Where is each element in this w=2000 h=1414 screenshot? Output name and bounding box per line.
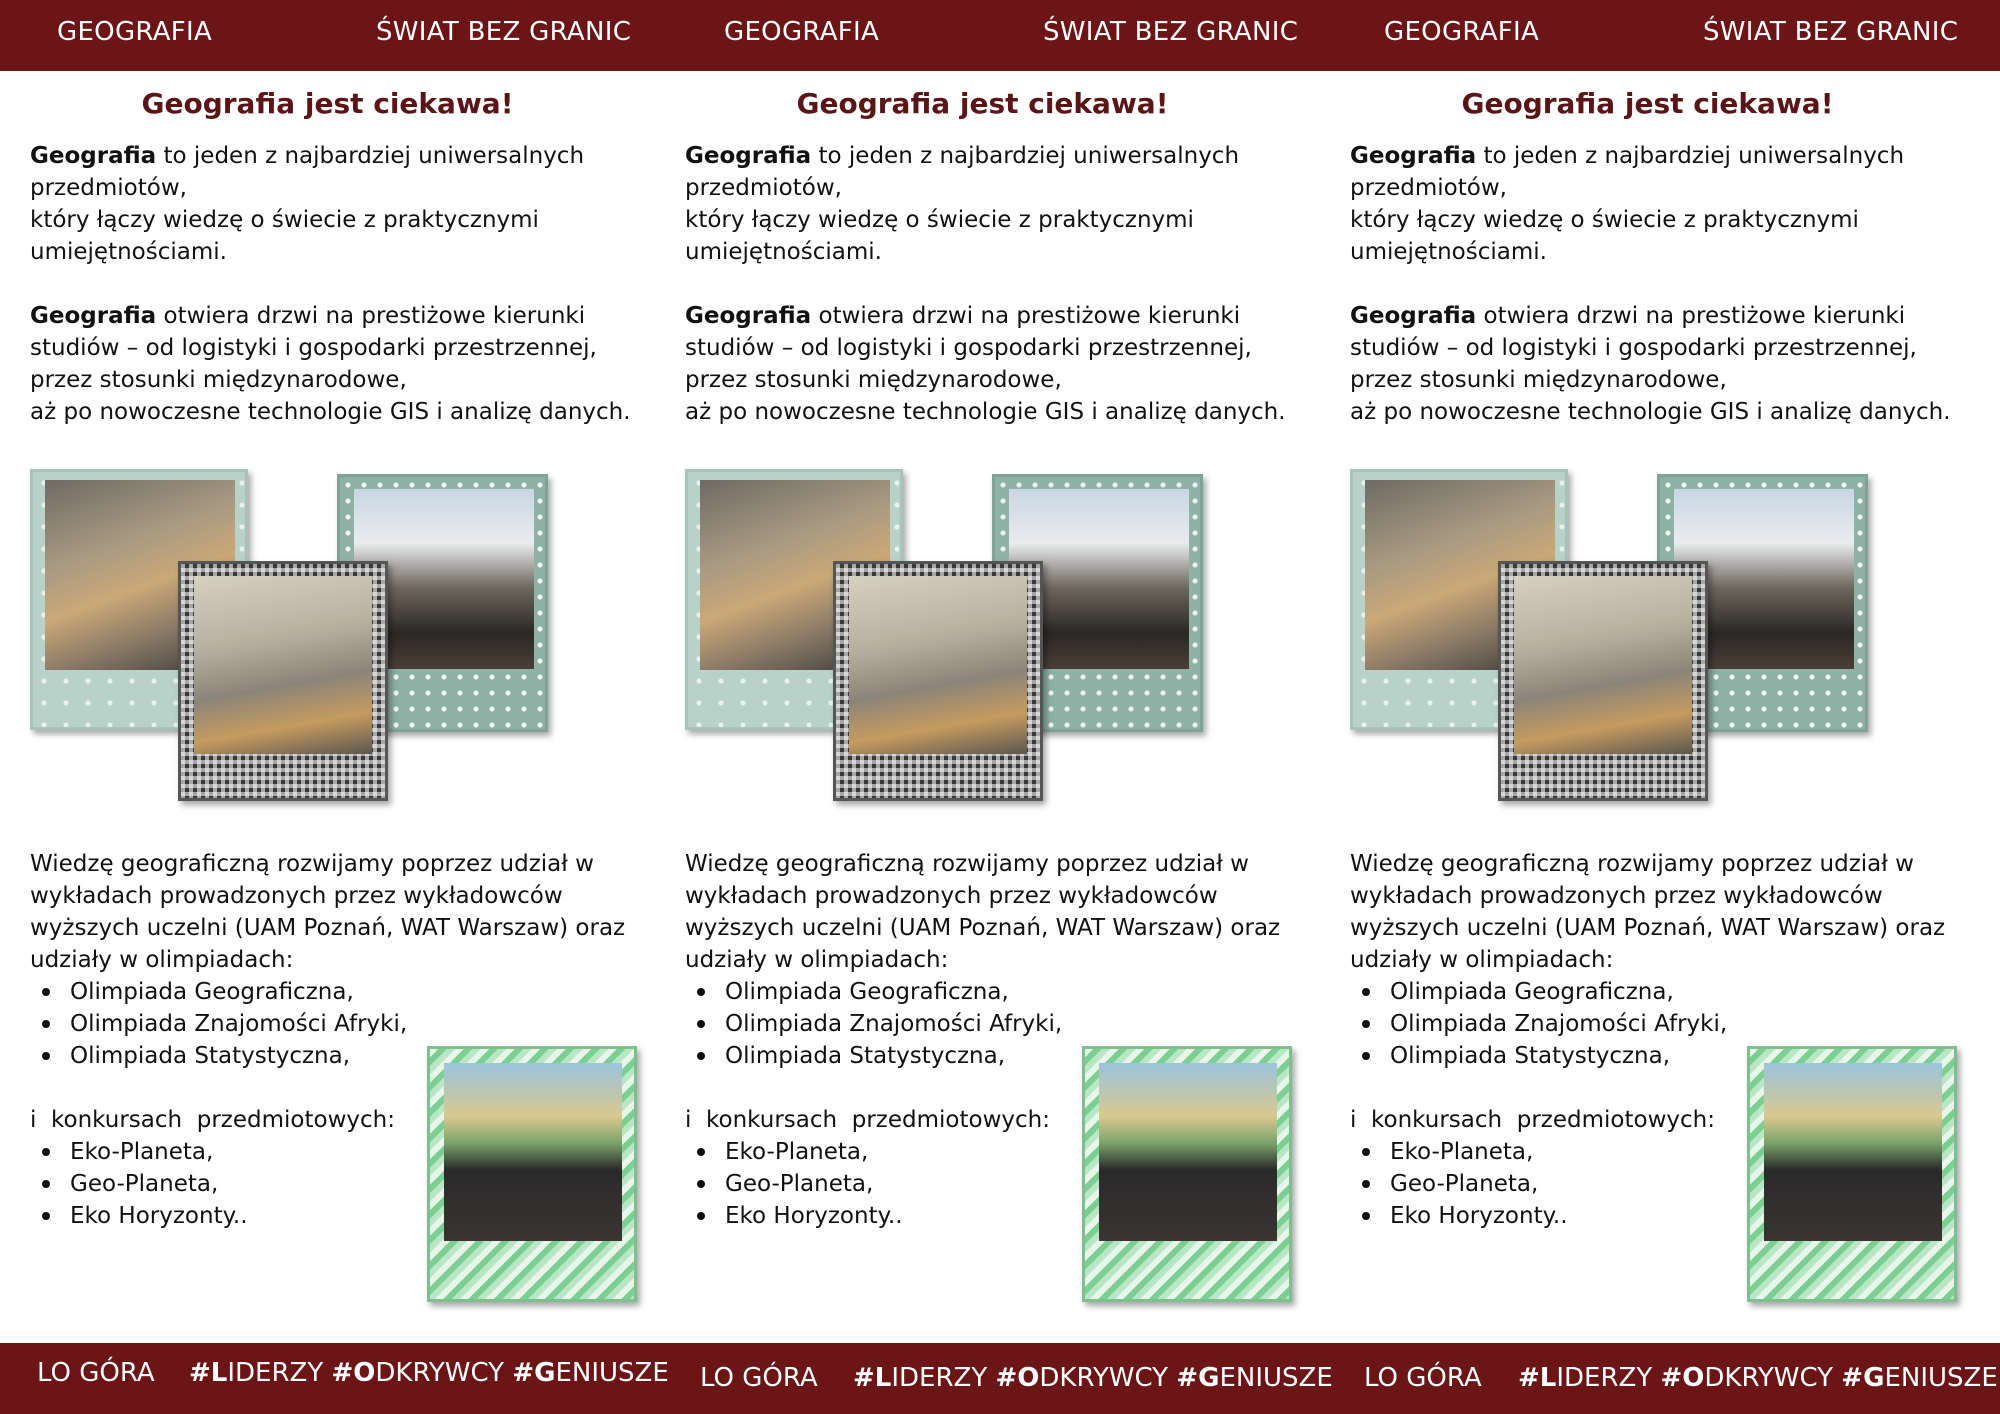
intro-paragraph	[30, 140, 660, 268]
bold-geografia: Geografia	[685, 143, 812, 169]
activities-paragraph: Wiedzę geograficzną rozwijamy poprzez udział w wykładach prowadzonych przez wykładowców wyższych uczelni (UAM Poznań, WAT Warszaw) oraz udziały w olimpiadach:	[685, 851, 1281, 973]
list-item: Eko Horyzonty..	[725, 1200, 903, 1232]
panel-title: Geografia jest ciekawa!	[796, 87, 1169, 120]
footer-hashtags-3: #LIDERZY #ODKRYWCY #GENIUSZE	[1518, 1363, 1998, 1393]
list-item: Olimpiada Geograficzna,	[1390, 976, 1727, 1008]
photo-teacher-classroom	[833, 561, 1043, 801]
activities-paragraph: Wiedzę geograficzną rozwijamy poprzez udział w wykładach prowadzonych przez wykładowców wyższych uczelni (UAM Poznań, WAT Warszaw) oraz udziały w olimpiadach:	[1350, 851, 1946, 973]
footer-school-1: LO GÓRA	[37, 1358, 155, 1388]
list-item: Geo-Planeta,	[1390, 1168, 1568, 1200]
photo-group-with-map	[1082, 1046, 1292, 1302]
olympiads-list	[70, 976, 407, 1072]
list-item: Olimpiada Statystyczna,	[725, 1040, 1062, 1072]
activities-paragraph: Wiedzę geograficzną rozwijamy poprzez udział w wykładach prowadzonych przez wykładowców wyższych uczelni (UAM Poznań, WAT Warszaw) oraz udziały w olimpiadach:	[30, 851, 626, 973]
competitions-list	[725, 1136, 903, 1232]
photo-group-with-map	[427, 1046, 637, 1302]
bold-geografia: Geografia	[30, 143, 157, 169]
bold-geografia: Geografia	[1350, 143, 1477, 169]
footer-school-3: LO GÓRA	[1364, 1363, 1482, 1393]
footer-school-2: LO GÓRA	[700, 1363, 818, 1393]
bottom-footer-bar	[0, 1343, 2000, 1414]
photo-teacher-classroom	[178, 561, 388, 801]
photo-group-with-map	[1747, 1046, 1957, 1302]
list-item: Eko-Planeta,	[725, 1136, 903, 1168]
competitions-label: i konkursach przedmiotowych:	[685, 1107, 1050, 1133]
bold-geografia: Geografia	[685, 303, 812, 329]
footer-hashtags-1: #LIDERZY #ODKRYWCY #GENIUSZE	[189, 1358, 669, 1388]
list-item: Geo-Planeta,	[70, 1168, 248, 1200]
leaflet-panel-2	[655, 71, 1305, 1343]
studies-paragraph	[1350, 300, 1980, 428]
competitions-list	[1390, 1136, 1568, 1232]
intro-paragraph	[1350, 140, 1980, 268]
bold-geografia: Geografia	[30, 303, 157, 329]
list-item: Olimpiada Statystyczna,	[1390, 1040, 1727, 1072]
panel-title: Geografia jest ciekawa!	[1461, 87, 1834, 120]
list-item: Eko Horyzonty..	[1390, 1200, 1568, 1232]
list-item: Olimpiada Statystyczna,	[70, 1040, 407, 1072]
studies-paragraph	[30, 300, 660, 428]
photo-teacher-classroom	[1498, 561, 1708, 801]
header-subject-1: GEOGRAFIA	[57, 17, 213, 47]
panel-title: Geografia jest ciekawa!	[141, 87, 514, 120]
header-subject-3: GEOGRAFIA	[1384, 17, 1540, 47]
competitions-label: i konkursach przedmiotowych:	[30, 1107, 395, 1133]
bold-geografia: Geografia	[1350, 303, 1477, 329]
header-subject-2: GEOGRAFIA	[724, 17, 880, 47]
intro-text: to jeden z najbardziej uniwersalnych przedmiotów, który łączy wiedzę o świecie z praktycznymi umiejętnościami.	[685, 143, 1240, 265]
intro-text: to jeden z najbardziej uniwersalnych przedmiotów, który łączy wiedzę o świecie z praktycznymi umiejętnościami.	[1350, 143, 1905, 265]
olympiads-list	[1390, 976, 1727, 1072]
studies-text: otwiera drzwi na prestiżowe kierunki studiów – od logistyki i gospodarki przestrzennej, przez stosunki międzynarodowe, aż po nowoczesne technologie GIS i analizę danych.	[685, 303, 1286, 425]
olympiads-list	[725, 976, 1062, 1072]
leaflet-panel-3	[1320, 71, 1970, 1343]
top-header-bar	[0, 0, 2000, 71]
leaflet-panel-1	[0, 71, 650, 1343]
list-item: Olimpiada Geograficzna,	[70, 976, 407, 1008]
header-tagline-1: ŚWIAT BEZ GRANIC	[376, 17, 632, 47]
list-item: Olimpiada Znajomości Afryki,	[725, 1008, 1062, 1040]
list-item: Eko Horyzonty..	[70, 1200, 248, 1232]
list-item: Eko-Planeta,	[70, 1136, 248, 1168]
list-item: Geo-Planeta,	[725, 1168, 903, 1200]
footer-hashtags-2: #LIDERZY #ODKRYWCY #GENIUSZE	[853, 1363, 1333, 1393]
competitions-list	[70, 1136, 248, 1232]
header-tagline-2: ŚWIAT BEZ GRANIC	[1043, 17, 1299, 47]
competitions-label: i konkursach przedmiotowych:	[1350, 1107, 1715, 1133]
list-item: Olimpiada Geograficzna,	[725, 976, 1062, 1008]
list-item: Eko-Planeta,	[1390, 1136, 1568, 1168]
intro-paragraph	[685, 140, 1315, 268]
list-item: Olimpiada Znajomości Afryki,	[1390, 1008, 1727, 1040]
studies-paragraph	[685, 300, 1315, 428]
header-tagline-3: ŚWIAT BEZ GRANIC	[1703, 17, 1959, 47]
studies-text: otwiera drzwi na prestiżowe kierunki studiów – od logistyki i gospodarki przestrzennej, przez stosunki międzynarodowe, aż po nowoczesne technologie GIS i analizę danych.	[1350, 303, 1951, 425]
list-item: Olimpiada Znajomości Afryki,	[70, 1008, 407, 1040]
intro-text: to jeden z najbardziej uniwersalnych przedmiotów, który łączy wiedzę o świecie z praktycznymi umiejętnościami.	[30, 143, 585, 265]
studies-text: otwiera drzwi na prestiżowe kierunki studiów – od logistyki i gospodarki przestrzennej, przez stosunki międzynarodowe, aż po nowoczesne technologie GIS i analizę danych.	[30, 303, 631, 425]
